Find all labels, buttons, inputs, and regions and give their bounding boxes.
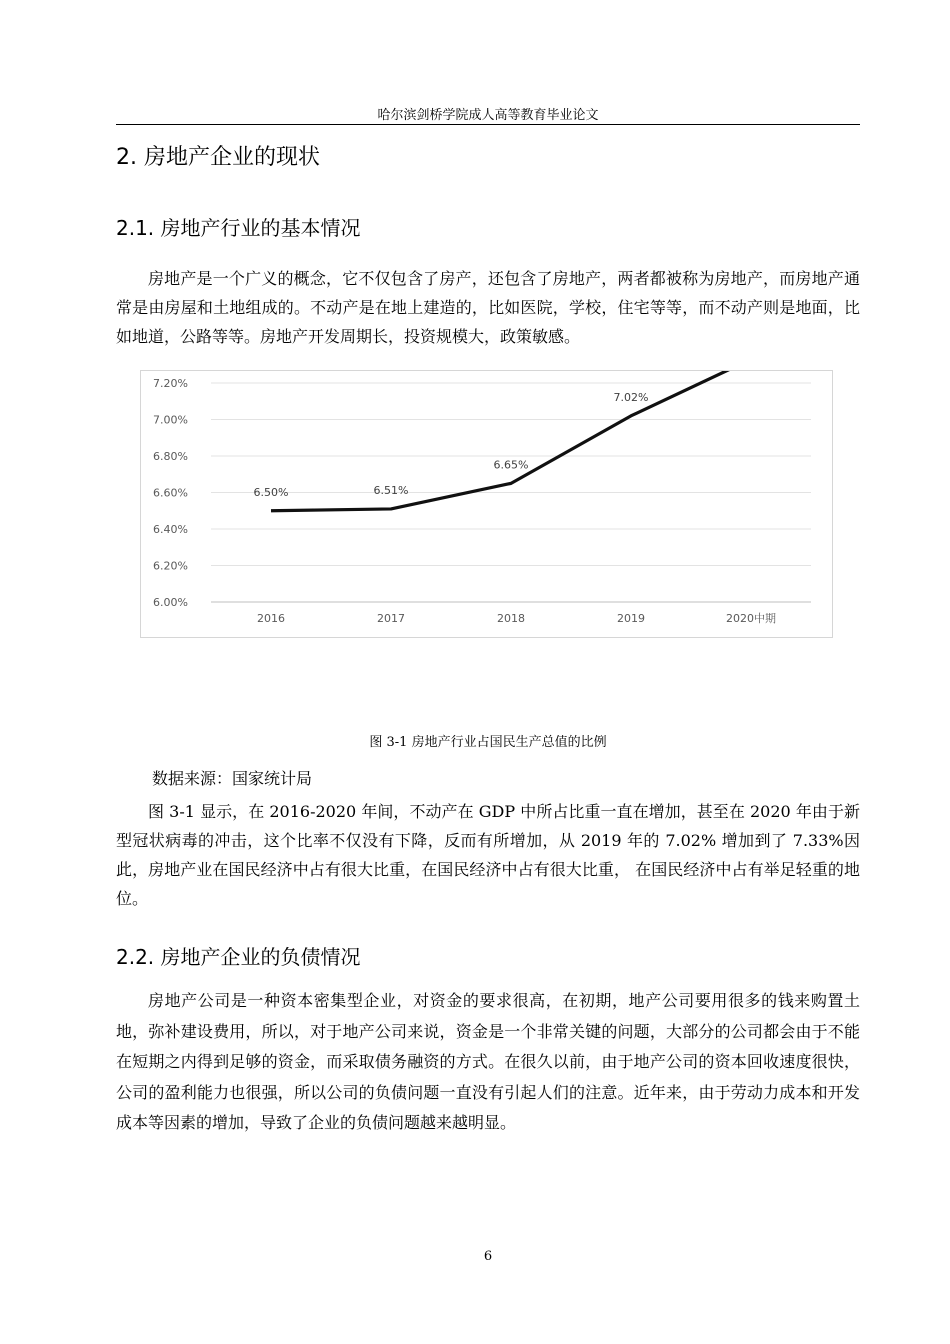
- figure-caption: 图 3-1 房地产行业占国民生产总值的比例: [369, 735, 607, 750]
- y-tick-label: 6.20%: [153, 559, 188, 573]
- y-tick-label: 6.60%: [153, 486, 188, 500]
- section-title: 2. 房地产企业的现状: [116, 145, 320, 170]
- data-label: 6.50%: [253, 485, 289, 499]
- page-number: 6: [483, 1249, 493, 1264]
- running-header: 哈尔滨剑桥学院成人高等教育毕业论文: [377, 108, 599, 123]
- data-label: 6.51%: [373, 483, 409, 497]
- debt-paragraph: 房地产公司是一种资本密集型企业，对资金的要求很高，在初期，地产公司要用很多的钱来购置土地，弥补建设费用，所以，对于地产公司来说，资金是一个非常关键的问题，大部分的公司都会由于不能在短期之内得到足够的资金，而采取债务融资的方式。在很久以前，由于地产公司的资本回收速度很快，公司的盈利能力也很强，所以公司的负债问题一直没有引起人们的注意。近年来，由于劳动力成本和开发成本等因素的增加，导致了企业的负债问题越来越明显。: [116, 991, 860, 1132]
- y-tick-label: 6.00%: [153, 596, 188, 609]
- data-source: 数据来源：国家统计局: [152, 769, 313, 788]
- x-tick-label: 2019: [617, 612, 645, 625]
- y-tick-label: 6.80%: [153, 450, 188, 463]
- data-label: 7.02%: [613, 390, 649, 404]
- data-label: 6.65%: [493, 458, 529, 472]
- x-tick-label: 2017: [377, 612, 405, 625]
- subsection-title-2-1: 2.1. 房地产行业的基本情况: [116, 216, 361, 240]
- series-line: [271, 371, 751, 511]
- line-chart: [140, 370, 833, 638]
- intro-paragraph: 房地产是一个广义的概念，它不仅包含了房产，还包含了房地产，两者都被称为房地产，而房地产通常是由房屋和土地组成的。不动产是在地上建造的，比如医院，学校，住宅等等，而不动产则是地面，比如地道，公路等等。房地产开发周期长，投资规模大，政策敏感。: [116, 269, 860, 346]
- x-tick-label: 2020中期: [726, 612, 776, 625]
- header-rule: [116, 124, 860, 125]
- x-tick-label: 2016: [257, 612, 285, 625]
- x-tick-label: 2018: [497, 612, 525, 625]
- chart-canvas: [141, 371, 832, 637]
- y-tick-label: 7.00%: [153, 413, 188, 427]
- y-tick-label: 6.40%: [153, 523, 188, 536]
- y-tick-label: 7.20%: [153, 377, 188, 390]
- subsection-title-2-2: 2.2. 房地产企业的负债情况: [116, 945, 361, 969]
- analysis-paragraph: 图 3-1 显示，在 2016-2020 年间，不动产在 GDP 中所占比重一直在增加，甚至在 2020 年由于新型冠状病毒的冲击，这个比率不仅没有下降，反而有所增加，从 2019 年的 7.02% 增加到了 7.33%因此，房地产业在国民经济中占有很大比重，在国民经济中占有很大比重， 在国民经济中占有举足轻重的地位。: [116, 802, 860, 908]
